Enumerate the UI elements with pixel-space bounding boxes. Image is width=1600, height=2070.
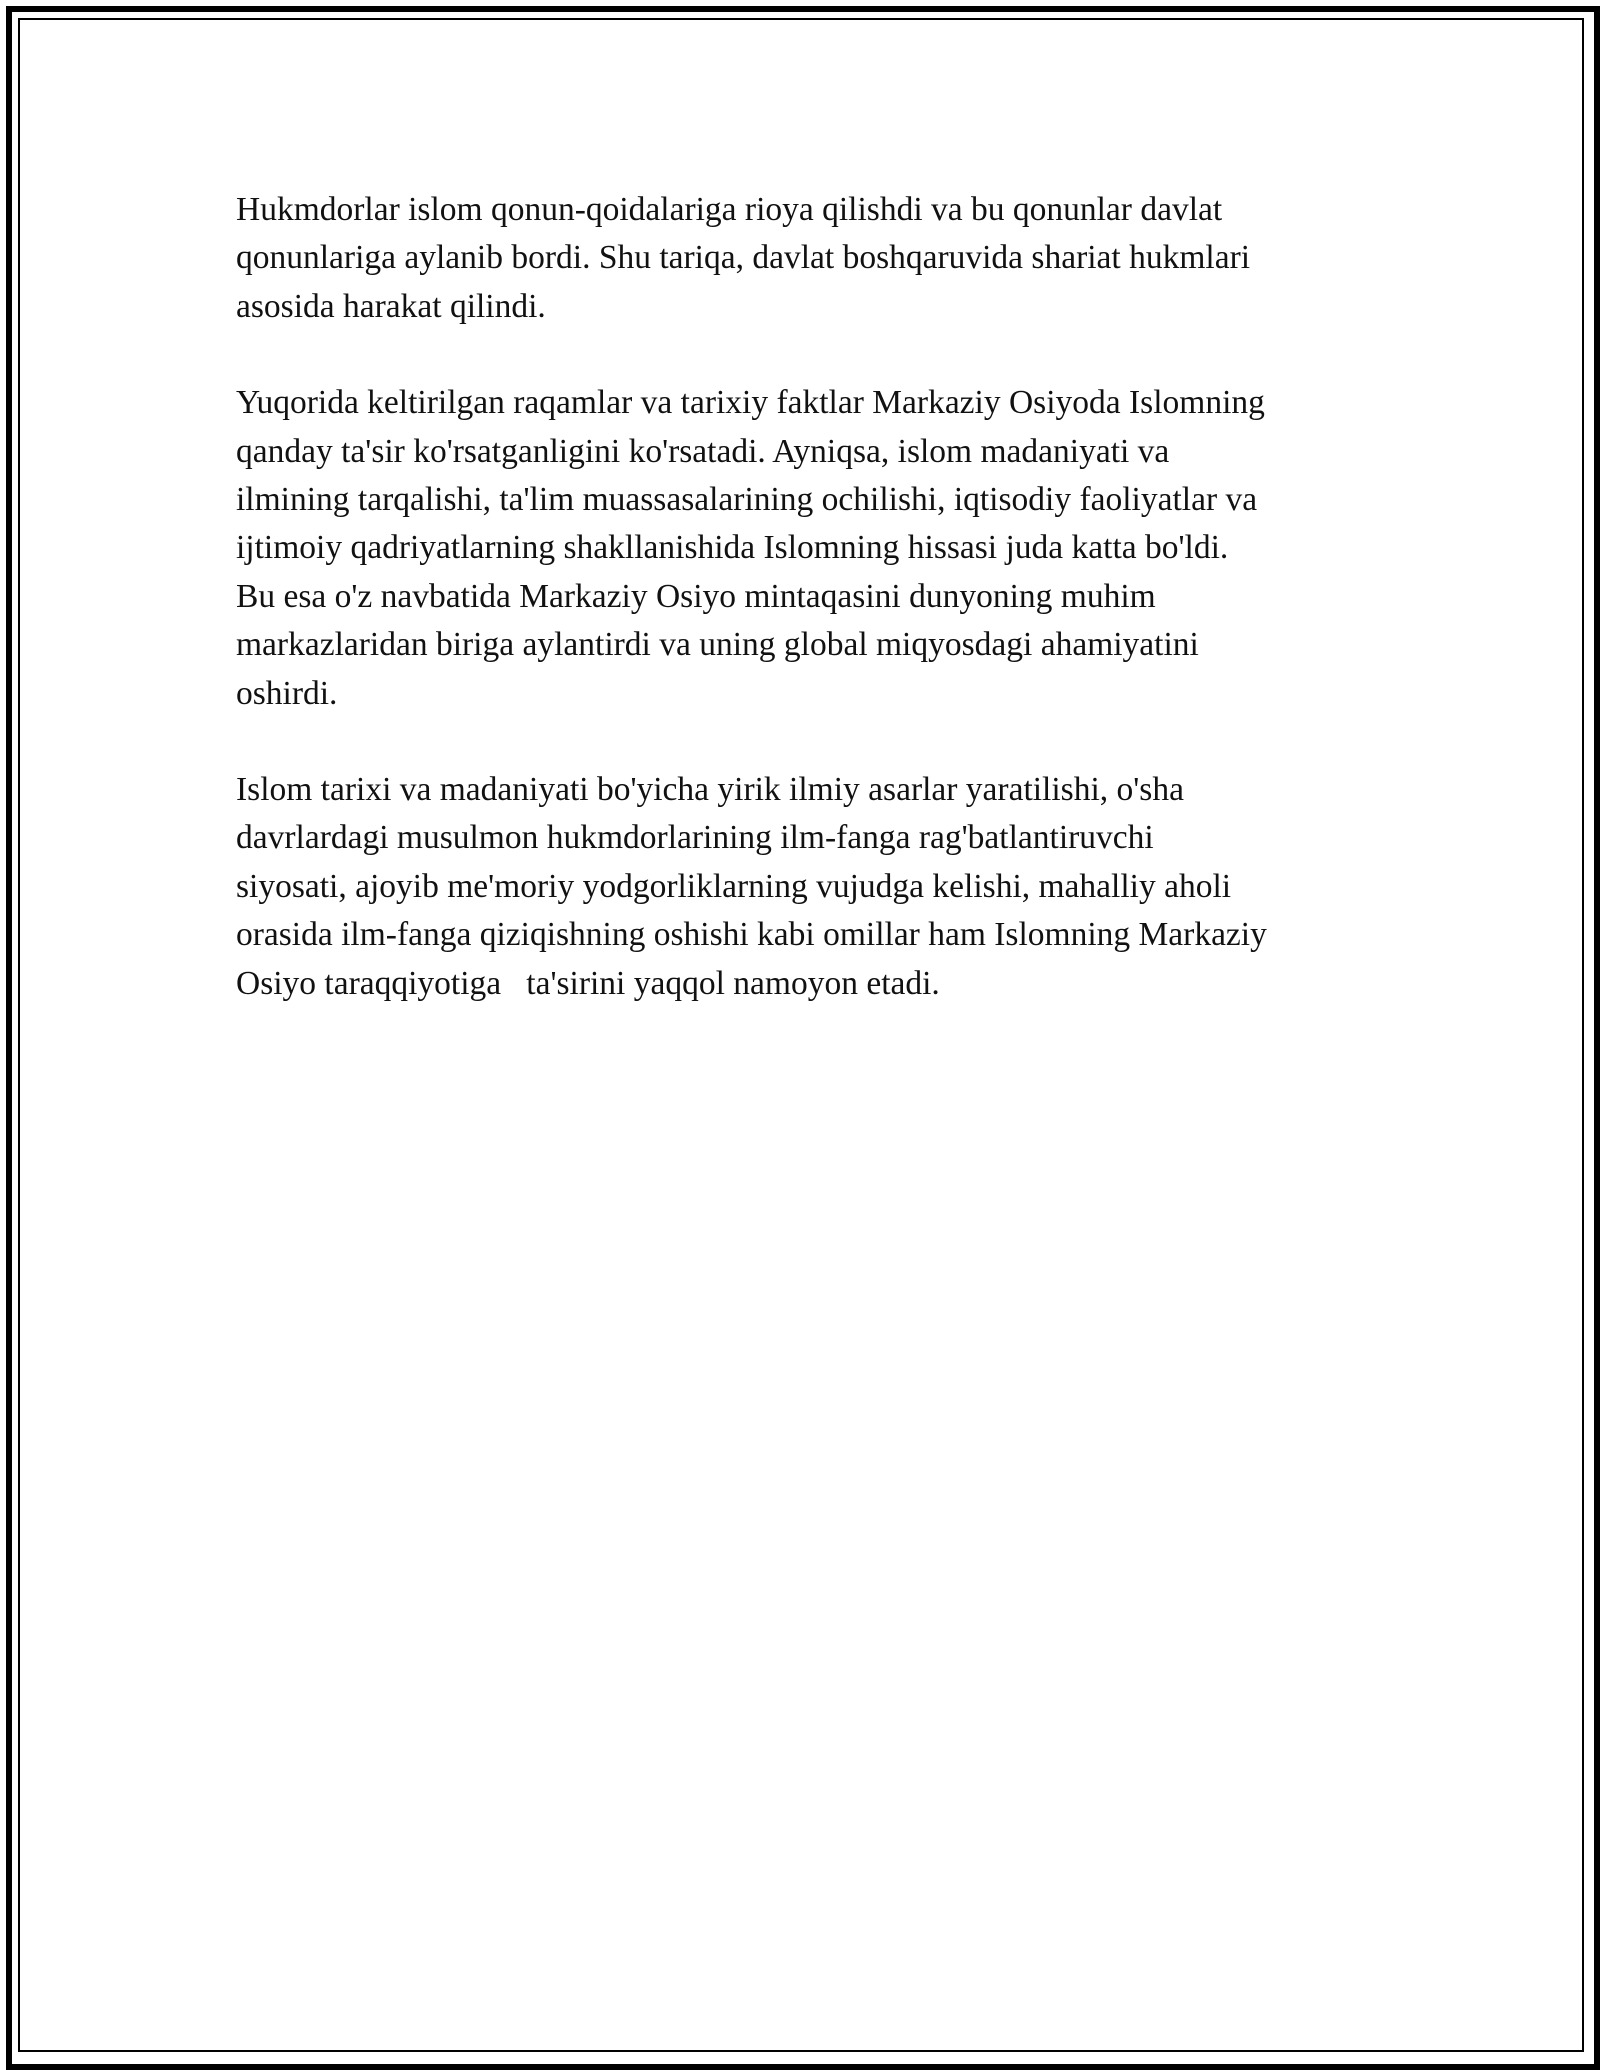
paragraph-2: Yuqorida keltirilgan raqamlar va tarixiy faktlar Markaziy Osiyoda Islomning qanday ta'sir ko'rsatganligini ko'rsatadi. Ayniqsa, islom madaniyati va ilmining tarqalishi, ta'lim muassasalarining ochilishi, iqtisodiy faoliyatlar va ijtimoiy qadriyatlarning shakllanishida Islomning hissasi juda katta bo'ldi. Bu esa o'z navbatida Markaziy Osiyo mintaqasini dunyoning muhim markazlaridan biriga aylantirdi va uning global miqyosdagi ahamiyatini oshirdi. [236,384,1265,712]
document-body [236,186,1376,1056]
paragraph-3: Islom tarixi va madaniyati bo'yicha yirik ilmiy asarlar yaratilishi, o'sha davrlardagi musulmon hukmdorlarining ilm-fanga rag'batlantiruvchi siyosati, ajoyib me'moriy yodgorliklarning vujudga kelishi, mahalliy aholi orasida ilm-fanga qiziqishning oshishi kabi omillar ham Islomning Markaziy Osiyo taraqqiyotiga ta'sirini yaqqol namoyon etadi. [236,771,1267,1002]
paragraph-1: Hukmdorlar islom qonun-qoidalariga rioya qilishdi va bu qonunlar davlat qonunlariga aylanib bordi. Shu tariqa, davlat boshqaruvida shariat hukmlari asosida harakat qilindi. [236,191,1251,325]
